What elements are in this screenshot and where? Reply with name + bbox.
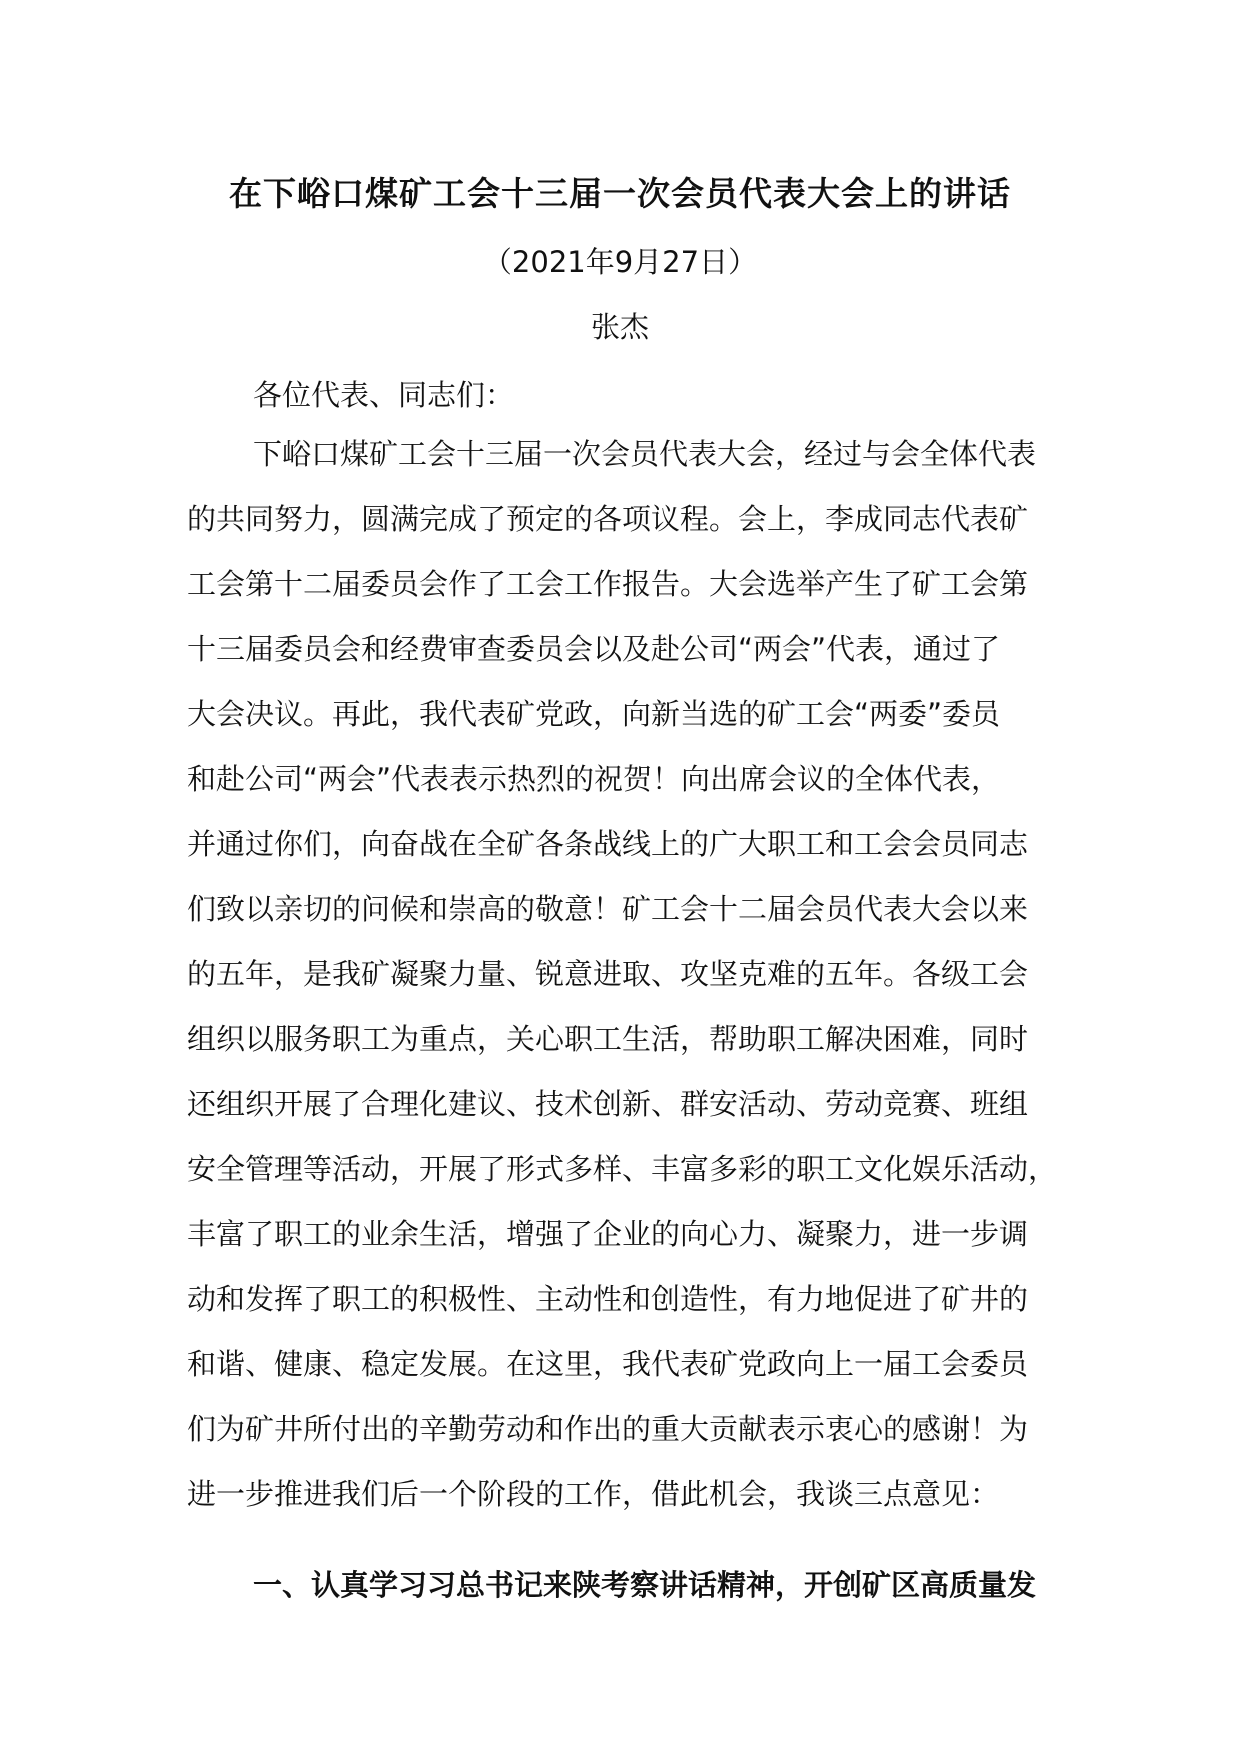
paragraph-line: 进一步推进我们后一个阶段的工作，借此机会，我谈三点意见： <box>187 1477 1000 1511</box>
paragraph-line: 和赴公司“两会”代表表示热烈的祝贺！向出席会议的全体代表， <box>187 762 1001 796</box>
paragraph-line: 们致以亲切的问候和崇高的敬意！矿工会十二届会员代表大会以来 <box>187 892 1029 926</box>
paragraph-line: 们为矿井所付出的辛勤劳动和作出的重大贡献表示衷心的感谢！为 <box>187 1412 1029 1446</box>
paragraph-line: 组织以服务职工为重点，关心职工生活，帮助职工解决困难，同时 <box>187 1022 1029 1056</box>
salutation: 各位代表、同志们： <box>253 378 515 412</box>
paragraph-line: 十三届委员会和经费审查委员会以及赴公司“两会”代表，通过了 <box>187 632 1001 666</box>
paragraph-line: 的五年，是我矿凝聚力量、锐意进取、攻坚克难的五年。各级工会 <box>187 957 1029 991</box>
paragraph-line: 并通过你们，向奋战在全矿各条战线上的广大职工和工会会员同志 <box>187 827 1029 861</box>
document-date: （2021年9月27日） <box>482 245 758 279</box>
body-paragraph <box>187 432 1067 1537</box>
paragraph-line: 动和发挥了职工的积极性、主动性和创造性，有力地促进了矿井的 <box>187 1282 1029 1316</box>
paragraph-line: 和谐、健康、稳定发展。在这里，我代表矿党政向上一届工会委员 <box>187 1347 1029 1381</box>
paragraph-line: 丰富了职工的业余生活，增强了企业的向心力、凝聚力，进一步调 <box>187 1217 1029 1251</box>
document-title: 在下峪口煤矿工会十三届一次会员代表大会上的讲话 <box>229 174 1011 213</box>
paragraph-line: 的共同努力，圆满完成了预定的各项议程。会上，李成同志代表矿 <box>187 502 1029 536</box>
paragraph-line: 下峪口煤矿工会十三届一次会员代表大会，经过与会全体代表 <box>253 437 1037 471</box>
section-heading: 一、认真学习习总书记来陕考察讲话精神，开创矿区高质量发 <box>253 1568 1037 1602</box>
paragraph-line: 大会决议。再此，我代表矿党政，向新当选的矿工会“两委”委员 <box>187 697 1001 731</box>
paragraph-line: 还组织开展了合理化建议、技术创新、群安活动、劳动竞赛、班组 <box>187 1087 1029 1121</box>
paragraph-line: 工会第十二届委员会作了工会工作报告。大会选举产生了矿工会第 <box>187 567 1029 601</box>
document-author: 张杰 <box>590 310 649 344</box>
paragraph-line: 安全管理等活动，开展了形式多样、丰富多彩的职工文化娱乐活动， <box>187 1152 1058 1186</box>
